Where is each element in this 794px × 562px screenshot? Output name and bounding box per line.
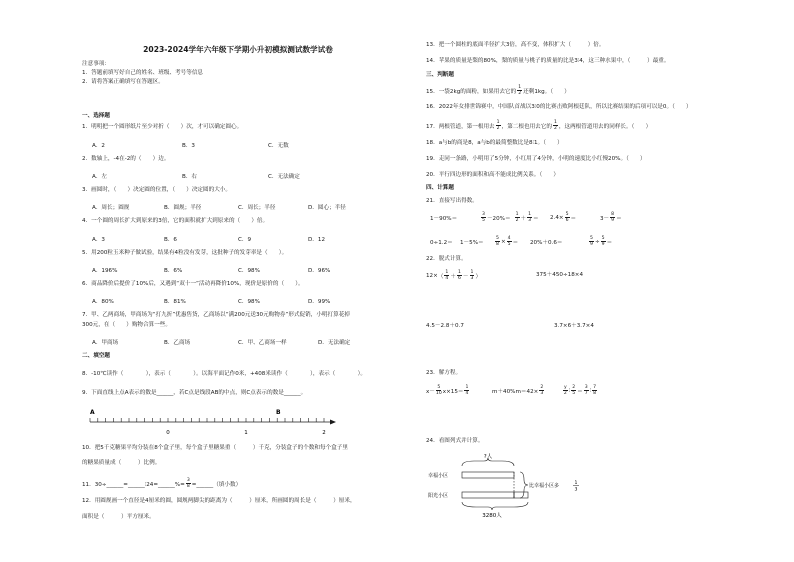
q4-option-a: A．3 xyxy=(92,237,105,243)
q5-option-a: A．196% xyxy=(92,268,118,274)
q6-option-b: B．81% xyxy=(164,299,186,305)
q1-option-a: A．2 xyxy=(92,143,105,149)
point-a-label: A xyxy=(90,409,95,416)
question-21: 21．直接写出得数。 xyxy=(426,198,478,204)
question-24: 24．看图列式并计算。 xyxy=(426,438,484,444)
q24-total-label: 3280人 xyxy=(482,513,502,519)
q7-option-d: D．无法确定 xyxy=(318,340,351,346)
q23-item-1: x－ $\frac{5}{10}$ x×15＝ $\frac{1}{4}$ xyxy=(426,385,469,396)
q24-bar-a xyxy=(462,472,514,478)
question-17 xyxy=(426,120,651,131)
q24-bar-b xyxy=(462,492,514,498)
q24-bar-b-extra xyxy=(514,492,528,498)
tick-label-2: 2 xyxy=(322,430,326,436)
q21-item-5: 0÷1.2＝ xyxy=(430,239,453,246)
section-choice: 一、选择题 xyxy=(82,113,110,119)
q2-option-c: C．无法确定 xyxy=(268,174,300,180)
q23-item-2: m＋40%m＝42× $\frac{2}{3}$ xyxy=(492,385,544,396)
question-11 xyxy=(82,478,241,489)
q22-item-4: 3.7×6＋3.7×4 xyxy=(554,323,594,329)
tick-label-0: 0 xyxy=(166,430,170,436)
q21-item-9: $\frac{5}{9}$ ÷ $\frac{5}{9}$ ＝ xyxy=(590,236,613,247)
question-15 xyxy=(426,85,570,96)
section-calc: 四、计算题 xyxy=(426,185,454,191)
question-7-line-1: 7．甲、乙两商场，甲商场为“打九折”优惠售货，乙商场以“满200元送30元购物券”形式促销，小明打算花掉 xyxy=(82,312,350,318)
q1-option-b: B．3 xyxy=(182,143,195,149)
question-4: 4．一个圆的周长扩大到原来的3倍，它的面积就扩大到原来的（ ）倍。 xyxy=(82,218,269,224)
q7-option-b: B．乙商场 xyxy=(164,340,191,346)
q17-fraction-1: $\frac{1}{2}$ xyxy=(496,120,500,131)
q15-suffix: 还剩1kg。（ ） xyxy=(523,88,570,95)
q24-note: 比幸福小区多 xyxy=(529,483,560,489)
question-13: 13．把一个圆柱的底面半径扩大3倍，高不变，体积扩大（ ）倍。 xyxy=(426,42,605,48)
q24-top-label: ?人 xyxy=(483,454,493,460)
q11-prefix: 11．30÷______=______∶24=______%= xyxy=(82,481,185,488)
arrow-icon xyxy=(330,420,336,425)
q3-option-d: D．圆心；半径 xyxy=(308,205,346,211)
question-7-line-2: 300元，在（ ）购物合算一些。 xyxy=(82,322,171,328)
q21-item-1: 1－90%＝ xyxy=(430,215,458,222)
q15-fraction: $\frac{1}{2}$ xyxy=(518,85,522,96)
q24-label-b: 阳光小区 xyxy=(428,493,449,499)
q22-item-3: 4.5－2.8＋0.7 xyxy=(426,323,464,329)
svg-text:3: 3 xyxy=(574,487,578,493)
svg-text:1: 1 xyxy=(574,481,578,486)
tick-label-1: 1 xyxy=(244,430,248,436)
q15-prefix: 15．一袋2kg的面粉，如果用去它的 xyxy=(426,88,517,95)
question-10-line-1: 10．把5千克糖果平均分装在8个盒子里，每个盒子里糖果重（ ）千克，分装盒子的个数和每个盒子里 xyxy=(82,445,348,451)
q3-option-c: C．周长；半径 xyxy=(238,205,276,211)
q4-option-b: B．6 xyxy=(164,237,177,243)
question-14: 14．苹果的质量是梨的80%，梨的质量与桃子的质量的比是3∶4，这三种水果中，（ ）最重。 xyxy=(426,58,670,64)
q2-option-b: B．右 xyxy=(182,174,198,180)
question-2: 2．数轴上，-4在-2的（ ）边。 xyxy=(82,156,170,162)
q1-option-c: C．无数 xyxy=(268,143,289,149)
q23-item-3: $\frac{y}{2}$ ∶ $\frac{2}{5}$ ＝ $\frac{3}{7}$ ∶ $\frac{7}{8}$ xyxy=(563,385,597,396)
question-12-line-2: 面积是（ ）平方厘米。 xyxy=(82,514,155,520)
q24-label-a: 幸福小区 xyxy=(428,473,449,479)
q11-suffix: =______（填小数） xyxy=(191,481,242,488)
question-22: 22．脱式计算。 xyxy=(426,256,467,262)
q24-diagram xyxy=(426,450,586,520)
q6-option-d: D．99% xyxy=(308,299,331,305)
q17-suffix: ，这两根管道用去的同样长。（ ） xyxy=(558,123,652,130)
q22-item-1: 12× （ $\frac{1}{4}$ ＋ $\frac{1}{6}$ － $\frac{1}{3}$ ） xyxy=(426,270,482,281)
q21-row-2 xyxy=(430,236,612,247)
number-line xyxy=(82,404,394,438)
q5-option-b: B．6% xyxy=(164,268,183,274)
q21-item-3: 2.4× $\frac{5}{6}$ ＝ xyxy=(550,212,577,223)
q22-item-2: 375＋450÷18×4 xyxy=(536,272,583,278)
note-1: 1．答题前填写好自己的姓名、班级、考号等信息 xyxy=(82,70,204,76)
q24-side-brace xyxy=(520,472,528,498)
question-8: 8．-10℃读作（ ），表示（ ）。以海平面记作0米，+408米读作（ ），表示（ ）。 xyxy=(82,371,367,377)
q24-bottom-brace xyxy=(462,502,528,510)
q24-top-brace xyxy=(462,458,514,466)
question-1: 1．明明把一个圆形纸片至少对折（ ）次，才可以确定圆心。 xyxy=(82,124,243,130)
q21-item-6: 1－5%＝ xyxy=(460,239,484,246)
notes-heading: 注意事项： xyxy=(82,61,110,67)
q17-middle: ，第二根也用去它的 xyxy=(501,123,552,130)
section-judge: 三、判断题 xyxy=(426,72,454,78)
question-10-line-2: 的糖果质量成（ ）比例。 xyxy=(82,460,161,466)
q4-option-d: D．12 xyxy=(308,237,326,243)
question-23: 23．解方程。 xyxy=(426,370,462,376)
q4-option-c: C．9 xyxy=(238,237,252,243)
question-5: 5．用200粒玉米种子做试验，结果有4粒没有发芽，这批种子的发芽率是（ ）。 xyxy=(82,250,288,256)
note-2: 2．请将答案正确填写在答题区。 xyxy=(82,79,164,85)
section-fill: 二、填空题 xyxy=(82,353,110,359)
q21-item-7: $\frac{5}{8}$ × $\frac{4}{5}$ ＝ xyxy=(496,236,519,247)
q17-fraction-2: $\frac{1}{2}$ xyxy=(553,120,557,131)
q21-item-4: 3－ $\frac{8}{9}$ ＝ xyxy=(600,212,622,223)
question-16: 16．2022年女排世锦赛中，中国队首战以3∶0的比赛击败阿根廷队，所以比赛结果的后项可以是0。（ ） xyxy=(426,104,692,110)
question-12-line-1: 12．用圆规画一个直径是4厘米的圆，圆规两脚尖的距离为（ ）厘米，所画圆的周长是（ ）厘米， xyxy=(82,498,356,504)
question-20: 20．平行四边形的面积和高不能成比例关系。（ ） xyxy=(426,172,559,178)
question-6: 6．商品降价后提价了10%后，又遇到“双十一”活动再降价10%，现价是原价的（ ）。 xyxy=(82,281,304,287)
q21-row-1 xyxy=(430,212,622,223)
q6-option-a: A．80% xyxy=(92,299,114,305)
q5-option-d: D．96% xyxy=(308,268,331,274)
q21-item-8: 20%＋0.6＝ xyxy=(530,239,563,246)
q2-option-a: A．左 xyxy=(92,174,108,180)
q7-option-a: A．甲商场 xyxy=(92,340,119,346)
question-19: 19．走同一条路，小明用了5分钟，小红用了4分钟，小明的速度比小红慢20%。（ ） xyxy=(426,156,646,162)
q3-option-b: B．圆规；半径 xyxy=(164,205,202,211)
exam-title: 2023-2024学年六年级下学期小升初模拟测试数学试卷 xyxy=(143,45,333,54)
q3-option-a: A．周长；圆规 xyxy=(92,205,130,211)
q21-item-2: $\frac{3}{5}$ －20%＝ $\frac{1}{2}$ ＋ $\frac{1}{3}$ ＝ xyxy=(482,212,539,223)
question-3: 3．画圆时，（ ）决定圆的位置，（ ）决定圆的大小。 xyxy=(82,187,231,193)
q6-option-c: C．98% xyxy=(238,299,260,305)
q17-prefix: 17．两根管道，第一根用去 xyxy=(426,123,495,130)
question-9: 9．下面直线上点A表示的数是______，若C点是线段AB的中点，则C点表示的数是______。 xyxy=(82,390,307,396)
point-b-label: B xyxy=(276,409,281,416)
q7-option-c: C．甲、乙商场一样 xyxy=(238,340,287,346)
q11-fraction: $\frac{3}{8}$ xyxy=(186,478,190,489)
question-18: 18．a与b的商是8，a与b的最简整数比是8∶1。（ ） xyxy=(426,140,563,146)
q5-option-c: C．98% xyxy=(238,268,260,274)
